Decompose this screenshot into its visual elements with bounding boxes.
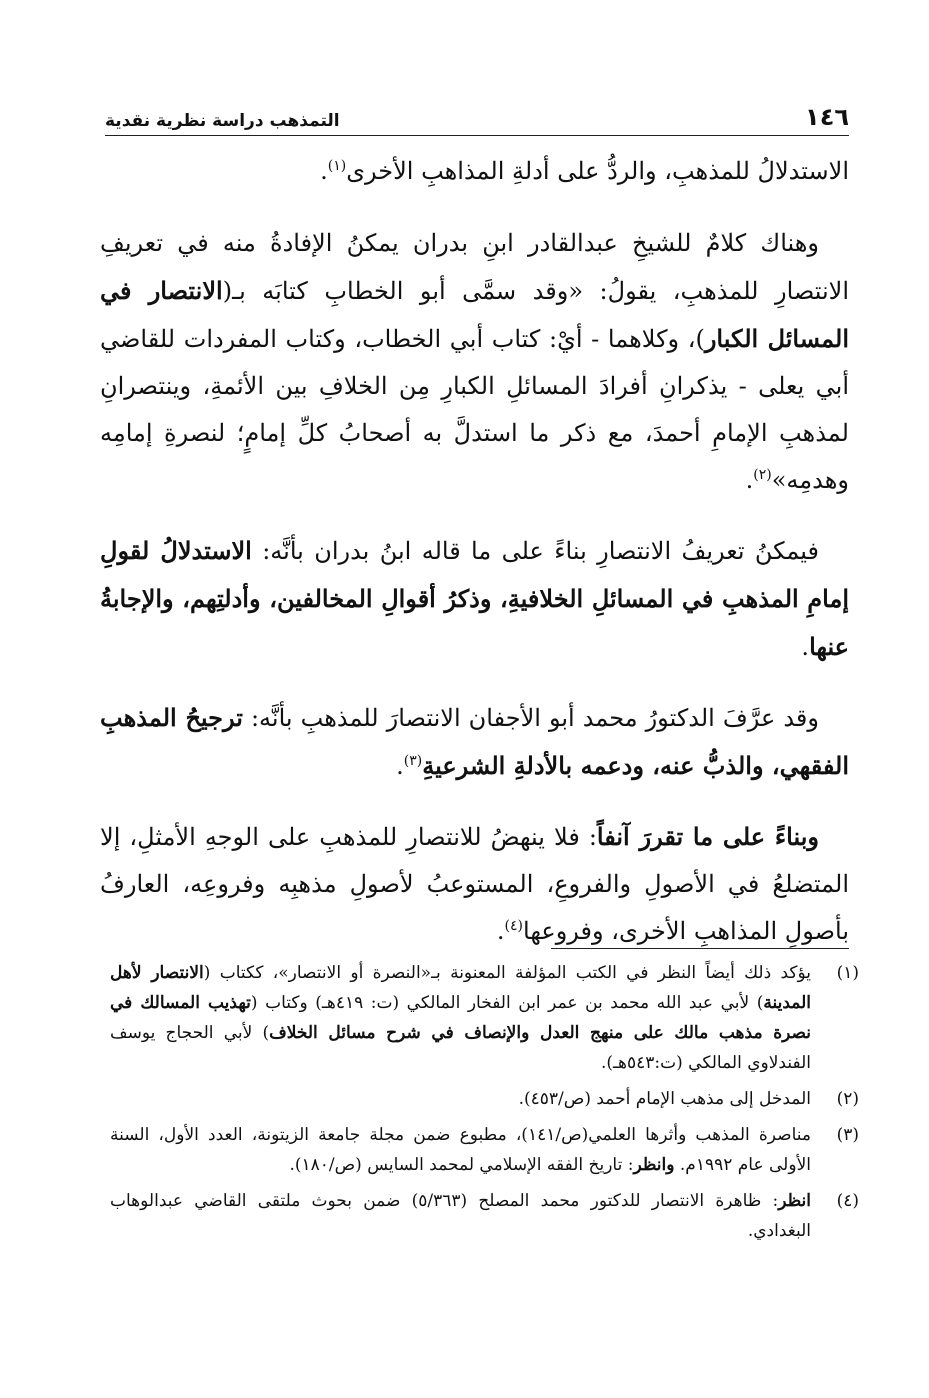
footnote-number: (١) xyxy=(836,963,859,983)
page-header xyxy=(105,96,849,136)
book-title-intisar-madina: الانتصار لأهل المدينة xyxy=(110,963,811,1013)
footnote-1-text-b: ) لأبي عبد الله محمد بن عمر ابن الفخار المالكي (ت: ٤١٩هـ) وكتاب ( xyxy=(250,993,764,1013)
footnote-number: (٣) xyxy=(836,1125,859,1145)
footnotes xyxy=(110,958,859,1252)
paragraph-2-end: . xyxy=(745,466,754,494)
paragraph-5 xyxy=(100,813,849,955)
paragraph-3-end: . xyxy=(801,633,810,661)
footnote-body xyxy=(110,958,811,1078)
paragraph-5-text: : فلا ينهضُ للانتصارِ للمذهبِ على الوجهِ الأمثلِ، إلا المتضلعُ في الأصولِ والفروعِ، المستوعبُ لأصولِ مذهبِه وفروعِه، العارفُ بأصولِ المذاهبِ الأخرى، وفروعها xyxy=(100,823,849,945)
footnote-ref-1[interactable]: (١) xyxy=(327,158,347,174)
footnote-body xyxy=(110,1120,811,1180)
footnote-1-text-c: ) لأبي الحجاج يوسف الفندلاوي المالكي (ت:٥٤٣هـ). xyxy=(110,1023,811,1073)
footnote-1-text-a: يؤكد ذلك أيضاً النظر في الكتب المؤلفة المعنونة بـ«النصرة أو الانتصار»، ككتاب ( xyxy=(203,963,811,983)
footnote-1 xyxy=(110,958,859,1078)
footnote-ref-2[interactable]: (٢) xyxy=(753,467,772,483)
footnote-number: (٤) xyxy=(836,1191,859,1211)
paragraph-3-text: فيمكنُ تعريفُ الانتصارِ بناءً على ما قاله ابنُ بدران بأنَّه: xyxy=(251,537,819,565)
definition-ibn-badran: الاستدلالُ لقولِ إمامِ المذهبِ في المسائلِ الخلافيةِ، وذكرُ أقوالِ المخالفين، وأدلتِهم، والإجابةُ عنها xyxy=(100,536,849,661)
footnote-3 xyxy=(110,1120,859,1180)
footnote-3-see: وانظر xyxy=(633,1155,675,1175)
paragraph-4 xyxy=(100,694,849,790)
book-title-intisar: الانتصار في المسائل الكبار xyxy=(100,276,850,353)
paragraph-3 xyxy=(100,527,849,671)
footnote-body xyxy=(110,1186,811,1246)
paragraph-2-text-b: )، وكلاهما - أيْ: كتاب أبي الخطاب، وكتاب المفردات للقاضي أبي يعلى - يذكرانِ أفرادَ المسائلِ الكبارِ مِن الخلافِ بين الأئمةِ، وينتصرانِ لمذهبِ الإمامِ أحمدَ، مع ذكر ما استدلَّ به أصحابُ كلِّ إمامٍ؛ لنصرةِ إمامِه وهدمِه» xyxy=(100,325,849,494)
footnote-number: (٢) xyxy=(836,1089,859,1109)
main-text xyxy=(100,148,849,978)
paragraph-2-text-a: وهناك كلامٌ للشيخِ عبدالقادر ابنِ بدران يمكنُ الإفادةُ منه في تعريفِ الانتصارِ للمذهبِ، يقولُ: «وقد سمَّى أبو الخطابِ كتابَه بـ( xyxy=(100,229,849,305)
definition-abu-al-ajfan: ترجيحُ المذهبِ الفقهي، والذبُّ عنه، ودعمه بالأدلةِ الشرعيةِ xyxy=(100,703,849,780)
footnote-4 xyxy=(110,1186,859,1246)
paragraph-1 xyxy=(100,148,849,195)
paragraph-1-end: . xyxy=(320,157,328,185)
paragraph-5-end: . xyxy=(496,917,505,945)
footnote-ref-3[interactable]: (٣) xyxy=(403,753,423,769)
paragraph-4-text: وقد عرَّفَ الدكتورُ محمد أبو الأجفان الانتصارَ للمذهبِ بأنَّه: xyxy=(242,704,819,732)
paragraph-1-text: الاستدلالُ للمذهبِ، والردُّ على أدلةِ المذاهبِ الأخرى xyxy=(346,157,849,185)
paragraph-5-lead: وبناءً على ما تقررَ آنفاً xyxy=(596,822,819,851)
footnote-4-see: انظر xyxy=(778,1191,812,1211)
page-number: ١٤٦ xyxy=(805,103,849,131)
footnote-3-text-a: مناصرة المذهب وأثرها العلمي(ص/١٤١)، مطبوع ضمن مجلة جامعة الزيتونة، العدد الأول، السنة الأولى عام ١٩٩٢م. xyxy=(110,1125,811,1175)
footnote-body: المدخل إلى مذهب الإمام أحمد (ص/٤٥٣). xyxy=(518,1089,811,1109)
book-title-tahdhib: تهذيب المسالك في نصرة مذهب مالك على منهج العدل والإنصاف في شرح مسائل الخلاف xyxy=(110,993,811,1043)
footnote-divider xyxy=(551,948,849,949)
footnote-4-text: : ظاهرة الانتصار للدكتور محمد المصلح (٥/٣٦٣) ضمن بحوث ملتقى القاضي عبدالوهاب البغدادي. xyxy=(110,1191,811,1241)
paragraph-4-end: . xyxy=(396,752,404,780)
running-title: التمذهب دراسة نظرية نقدية xyxy=(105,111,340,131)
footnote-ref-4[interactable]: (٤) xyxy=(504,918,523,934)
footnote-3-text-b: : تاريخ الفقه الإسلامي لمحمد السايس (ص/١٨٠). xyxy=(289,1155,634,1175)
paragraph-2 xyxy=(100,220,849,504)
footnote-2 xyxy=(110,1084,859,1114)
